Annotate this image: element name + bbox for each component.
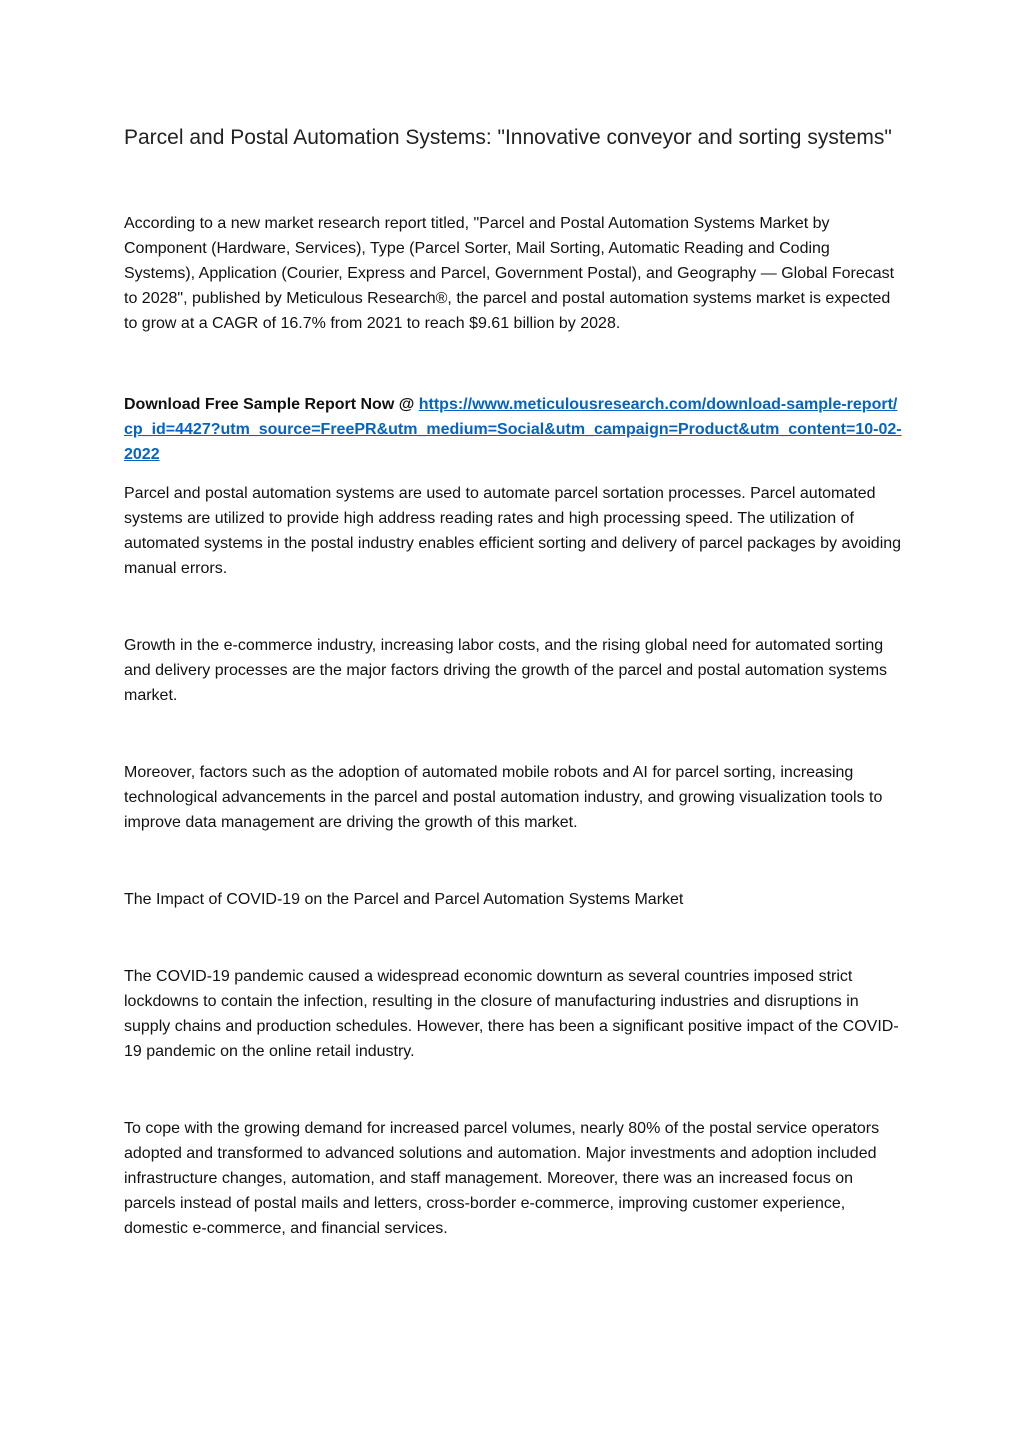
growth-drivers-paragraph: Growth in the e-commerce industry, increasing labor costs, and the rising global need for automated sorting and delivery processes are the major factors driving the growth of the parcel and postal automation systems market. [124,637,888,704]
covid-impact-paragraph: The COVID-19 pandemic caused a widespread economic downturn as several countries imposed strict lockdowns to contain the infection, resulting in the closure of manufacturing industries and disruptions in supply chains and production schedules. However, there has been a significant positive impact of the COVID-19 pandemic on the online retail industry. [124,968,899,1060]
factors-paragraph: Moreover, factors such as the adoption of automated mobile robots and AI for parcel sorting, increasing technological advancements in the parcel and postal automation industry, and growing visualization tools to improve data management are driving the growth of this market. [124,764,883,831]
document-title: Parcel and Postal Automation Systems: "Innovative conveyor and sorting systems" [124,126,892,149]
intro-paragraph: According to a new market research report titled, "Parcel and Postal Automation Systems Market by Component (Hardware, Services), Type (Parcel Sorter, Mail Sorting, Automatic Reading and Coding Systems), Application (Courier, Express and Parcel, Government Postal), and Geography — Global Forecast to 2028", published by Meticulous Research®, the parcel and postal automation systems market is expected to grow at a CAGR of 16.7% from 2021 to reach $9.61 billion by 2028. [124,215,895,332]
document-page [124,122,904,1241]
definition-paragraph: Parcel and postal automation systems are used to automate parcel sortation processes. Parcel automated systems are utilized to provide high address reading rates and high processing speed. The utilization of automated systems in the postal industry enables efficient sorting and delivery of parcel packages by avoiding manual errors. [124,485,902,577]
download-sample-link[interactable]: https://www.meticulousresearch.com/download-sample-report/cp_id=4427?utm_source=FreePR&utm_medium=Social&utm_campaign=Product&utm_content=10-02-2022 [124,396,902,463]
postal-operators-paragraph: To cope with the growing demand for increased parcel volumes, nearly 80% of the postal service operators adopted and transformed to advanced solutions and automation. Major investments and adoption included infrastructure changes, automation, and staff management. Moreover, there was an increased focus on parcels instead of postal mails and letters, cross-border e-commerce, improving customer experience, domestic e-commerce, and financial services. [124,1120,880,1237]
covid-heading: The Impact of COVID-19 on the Parcel and Parcel Automation Systems Market [124,891,684,908]
download-label: Download Free Sample Report Now @ [124,396,419,413]
download-sample-paragraph [124,392,904,467]
